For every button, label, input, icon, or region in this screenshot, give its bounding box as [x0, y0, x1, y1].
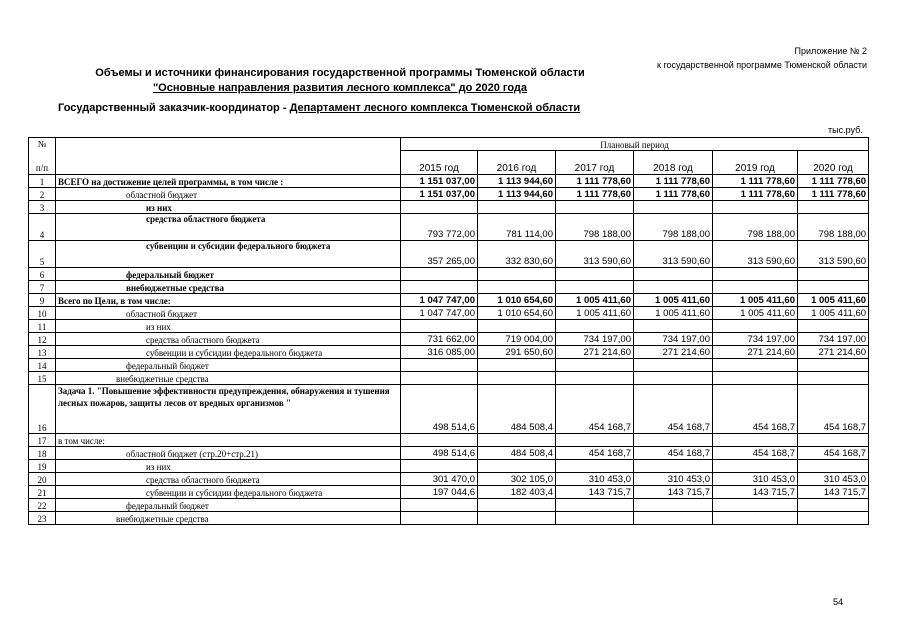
row-number: 12 [29, 333, 56, 346]
row-value [556, 512, 634, 525]
row-value [713, 434, 798, 447]
table-row [29, 320, 869, 333]
row-value: 498 514,6 [401, 385, 478, 434]
row-value: 1 111 778,60 [634, 175, 713, 188]
row-number: 23 [29, 512, 56, 525]
header-year: 2020 год [798, 151, 869, 175]
row-value: 1 047 747,00 [401, 307, 478, 320]
row-number: 9 [29, 294, 56, 307]
row-value [798, 434, 869, 447]
row-value: 798 188,00 [634, 214, 713, 241]
row-value [556, 268, 634, 281]
row-value: 310 453,0 [556, 473, 634, 486]
row-value: 143 715,7 [556, 486, 634, 499]
row-value: 454 168,7 [798, 385, 869, 434]
row-value [634, 268, 713, 281]
row-value [798, 359, 869, 372]
row-value [798, 372, 869, 385]
header-year: 2017 год [556, 151, 634, 175]
row-value: 310 453,0 [634, 473, 713, 486]
row-value: 454 168,7 [634, 447, 713, 460]
table-row [29, 499, 869, 512]
row-value [556, 201, 634, 214]
table-row [29, 359, 869, 372]
row-value: 1 113 944,60 [478, 175, 556, 188]
row-value [478, 499, 556, 512]
row-number: 22 [29, 499, 56, 512]
row-value [713, 512, 798, 525]
row-value [798, 201, 869, 214]
row-value [401, 372, 478, 385]
row-value [634, 320, 713, 333]
row-value [713, 460, 798, 473]
row-value: 1 005 411,60 [713, 307, 798, 320]
row-name: из них [56, 460, 401, 473]
row-value: 1 005 411,60 [798, 294, 869, 307]
row-value [798, 281, 869, 294]
row-value [478, 268, 556, 281]
row-value [556, 434, 634, 447]
row-number: 7 [29, 281, 56, 294]
row-value [634, 359, 713, 372]
table-row [29, 460, 869, 473]
row-value: 271 214,60 [713, 346, 798, 359]
row-value [634, 499, 713, 512]
row-number: 2 [29, 188, 56, 201]
row-name: федеральный бюджет [56, 499, 401, 512]
row-value: 1 010 654,60 [478, 294, 556, 307]
row-name: в том числе: [56, 434, 401, 447]
table-row [29, 268, 869, 281]
row-value: 1 005 411,60 [556, 307, 634, 320]
row-value: 313 590,60 [713, 241, 798, 268]
row-value: 484 508,4 [478, 447, 556, 460]
header-number-sign: № [37, 139, 47, 149]
row-value [798, 320, 869, 333]
row-value: 1 010 654,60 [478, 307, 556, 320]
row-value [556, 460, 634, 473]
row-value: 197 044,6 [401, 486, 478, 499]
table-row [29, 434, 869, 447]
row-value [798, 460, 869, 473]
row-value: 1 005 411,60 [634, 307, 713, 320]
row-value: 454 168,7 [713, 385, 798, 434]
row-name: субвенции и субсидии федерального бюджета [56, 486, 401, 499]
header-year: 2016 год [478, 151, 556, 175]
row-value [556, 320, 634, 333]
row-number: 4 [29, 214, 56, 241]
row-value: 719 004,00 [478, 333, 556, 346]
row-number: 3 [29, 201, 56, 214]
row-value [556, 372, 634, 385]
customer-name: Департамент лесного комплекса Тюменской области [289, 102, 581, 114]
document-title [50, 66, 630, 96]
row-name: внебюджетные средства [56, 372, 401, 385]
row-name: областной бюджет [56, 307, 401, 320]
row-value: 291 650,60 [478, 346, 556, 359]
title-line-2: "Основные направления развития лесного комплекса" до 2020 года [152, 82, 528, 94]
row-value [713, 499, 798, 512]
header-period: Плановый период [401, 138, 869, 151]
row-value: 143 715,7 [713, 486, 798, 499]
row-value: 1 111 778,60 [713, 175, 798, 188]
row-value: 798 188,00 [713, 214, 798, 241]
row-value: 1 005 411,60 [713, 294, 798, 307]
row-value: 454 168,7 [556, 385, 634, 434]
row-name: из них [56, 320, 401, 333]
row-value: 332 830,60 [478, 241, 556, 268]
header-year: 2015 год [401, 151, 478, 175]
header-year: 2019 год [713, 151, 798, 175]
row-number: 15 [29, 372, 56, 385]
row-value: 1 151 037,00 [401, 175, 478, 188]
row-name: Задача 1. "Повышение эффективности предупреждения, обнаружения и тушения лесных пожаров, защиты лесов от вредных организмов " [56, 385, 401, 434]
table-row [29, 473, 869, 486]
row-value: 1 113 944,60 [478, 188, 556, 201]
row-value: 454 168,7 [713, 447, 798, 460]
row-value: 316 085,00 [401, 346, 478, 359]
units-label: тыс.руб. [828, 125, 863, 135]
row-name: Всего по Цели, в том числе: [56, 294, 401, 307]
row-value [401, 460, 478, 473]
row-value: 1 111 778,60 [798, 188, 869, 201]
table-row [29, 175, 869, 188]
row-value: 1 005 411,60 [556, 294, 634, 307]
table-row [29, 372, 869, 385]
table-row [29, 307, 869, 320]
annex-line-1: Приложение № 2 [794, 46, 867, 56]
row-value: 271 214,60 [798, 346, 869, 359]
row-name: внебюджетные средства [56, 512, 401, 525]
row-value: 313 590,60 [798, 241, 869, 268]
row-value: 301 470,0 [401, 473, 478, 486]
row-value [634, 434, 713, 447]
row-name: федеральный бюджет [56, 268, 401, 281]
row-name: областной бюджет (стр.20+стр.21) [56, 447, 401, 460]
table-row [29, 201, 869, 214]
row-value [478, 460, 556, 473]
row-value: 1 151 037,00 [401, 188, 478, 201]
row-value [798, 512, 869, 525]
row-value [634, 372, 713, 385]
row-value [478, 320, 556, 333]
header-number [29, 138, 56, 175]
row-value: 781 114,00 [478, 214, 556, 241]
page-number: 54 [833, 597, 844, 607]
row-value: 498 514,6 [401, 447, 478, 460]
table-row [29, 214, 869, 241]
row-number: 18 [29, 447, 56, 460]
table-row [29, 281, 869, 294]
row-value: 798 188,00 [556, 214, 634, 241]
row-name: средства областного бюджета [56, 214, 401, 241]
row-name: из них [56, 201, 401, 214]
row-value: 1 111 778,60 [556, 175, 634, 188]
row-value: 454 168,7 [798, 447, 869, 460]
row-value: 1 005 411,60 [634, 294, 713, 307]
table-row [29, 346, 869, 359]
row-value: 310 453,0 [798, 473, 869, 486]
row-number: 17 [29, 434, 56, 447]
row-name: средства областного бюджета [56, 333, 401, 346]
row-value: 484 508,4 [478, 385, 556, 434]
row-value [713, 201, 798, 214]
row-value [401, 512, 478, 525]
table-row [29, 447, 869, 460]
row-number: 11 [29, 320, 56, 333]
row-value: 731 662,00 [401, 333, 478, 346]
row-value [478, 201, 556, 214]
row-name: внебюджетные средства [56, 281, 401, 294]
row-value [556, 359, 634, 372]
row-value [556, 281, 634, 294]
row-value: 357 265,00 [401, 241, 478, 268]
row-value: 734 197,00 [713, 333, 798, 346]
row-number: 21 [29, 486, 56, 499]
row-value: 310 453,0 [713, 473, 798, 486]
row-value: 454 168,7 [556, 447, 634, 460]
annex-line-2: к государственной программе Тюменской области [657, 60, 867, 70]
table-row [29, 188, 869, 201]
row-value [713, 320, 798, 333]
customer-line [58, 102, 758, 114]
row-number: 13 [29, 346, 56, 359]
row-value [713, 268, 798, 281]
row-value: 271 214,60 [556, 346, 634, 359]
row-value: 1 005 411,60 [798, 307, 869, 320]
row-value: 182 403,4 [478, 486, 556, 499]
row-value [478, 512, 556, 525]
row-value [634, 512, 713, 525]
row-value [798, 499, 869, 512]
row-value: 271 214,60 [634, 346, 713, 359]
row-value: 143 715,7 [634, 486, 713, 499]
row-value: 798 188,00 [798, 214, 869, 241]
row-value: 1 111 778,60 [798, 175, 869, 188]
row-value: 1 111 778,60 [634, 188, 713, 201]
row-value [713, 281, 798, 294]
table-row [29, 294, 869, 307]
row-value: 313 590,60 [556, 241, 634, 268]
row-number: 10 [29, 307, 56, 320]
row-name: субвенции и субсидии федерального бюджета [56, 346, 401, 359]
row-value: 454 168,7 [634, 385, 713, 434]
row-value: 734 197,00 [556, 333, 634, 346]
row-value: 793 772,00 [401, 214, 478, 241]
row-name: ВСЕГО на достижение целей программы, в том числе : [56, 175, 401, 188]
row-value: 1 111 778,60 [556, 188, 634, 201]
row-value [401, 499, 478, 512]
row-number: 14 [29, 359, 56, 372]
table-row [29, 241, 869, 268]
row-value: 302 105,0 [478, 473, 556, 486]
row-value [401, 434, 478, 447]
header-year: 2018 год [634, 151, 713, 175]
header-number-pp: п/п [35, 163, 49, 173]
row-value [634, 201, 713, 214]
row-number: 16 [29, 385, 56, 434]
row-number: 20 [29, 473, 56, 486]
row-number: 6 [29, 268, 56, 281]
row-number: 5 [29, 241, 56, 268]
row-number: 19 [29, 460, 56, 473]
row-value: 143 715,7 [798, 486, 869, 499]
table-row [29, 486, 869, 499]
row-value: 313 590,60 [634, 241, 713, 268]
row-value [798, 268, 869, 281]
row-value [478, 359, 556, 372]
row-value [401, 320, 478, 333]
row-value [713, 359, 798, 372]
row-value [401, 268, 478, 281]
row-value [478, 372, 556, 385]
row-value: 1 111 778,60 [713, 188, 798, 201]
row-name: субвенции и субсидии федерального бюджета [56, 241, 401, 268]
row-value [478, 281, 556, 294]
row-value [634, 281, 713, 294]
customer-label: Государственный заказчик-координатор - [58, 102, 290, 114]
table-row [29, 512, 869, 525]
row-value [401, 201, 478, 214]
row-value: 734 197,00 [634, 333, 713, 346]
funding-table [28, 137, 869, 525]
row-value [401, 359, 478, 372]
row-name: средства областного бюджета [56, 473, 401, 486]
header-name [56, 138, 401, 175]
table-row [29, 385, 869, 434]
row-value [634, 460, 713, 473]
row-value [478, 434, 556, 447]
table-row [29, 333, 869, 346]
row-name: областной бюджет [56, 188, 401, 201]
row-value [713, 372, 798, 385]
row-name: федеральный бюджет [56, 359, 401, 372]
title-line-1: Объемы и источники финансирования государственной программы Тюменской области [95, 67, 585, 79]
row-value [401, 281, 478, 294]
row-value: 1 047 747,00 [401, 294, 478, 307]
row-value [556, 499, 634, 512]
row-value: 734 197,00 [798, 333, 869, 346]
row-number: 1 [29, 175, 56, 188]
